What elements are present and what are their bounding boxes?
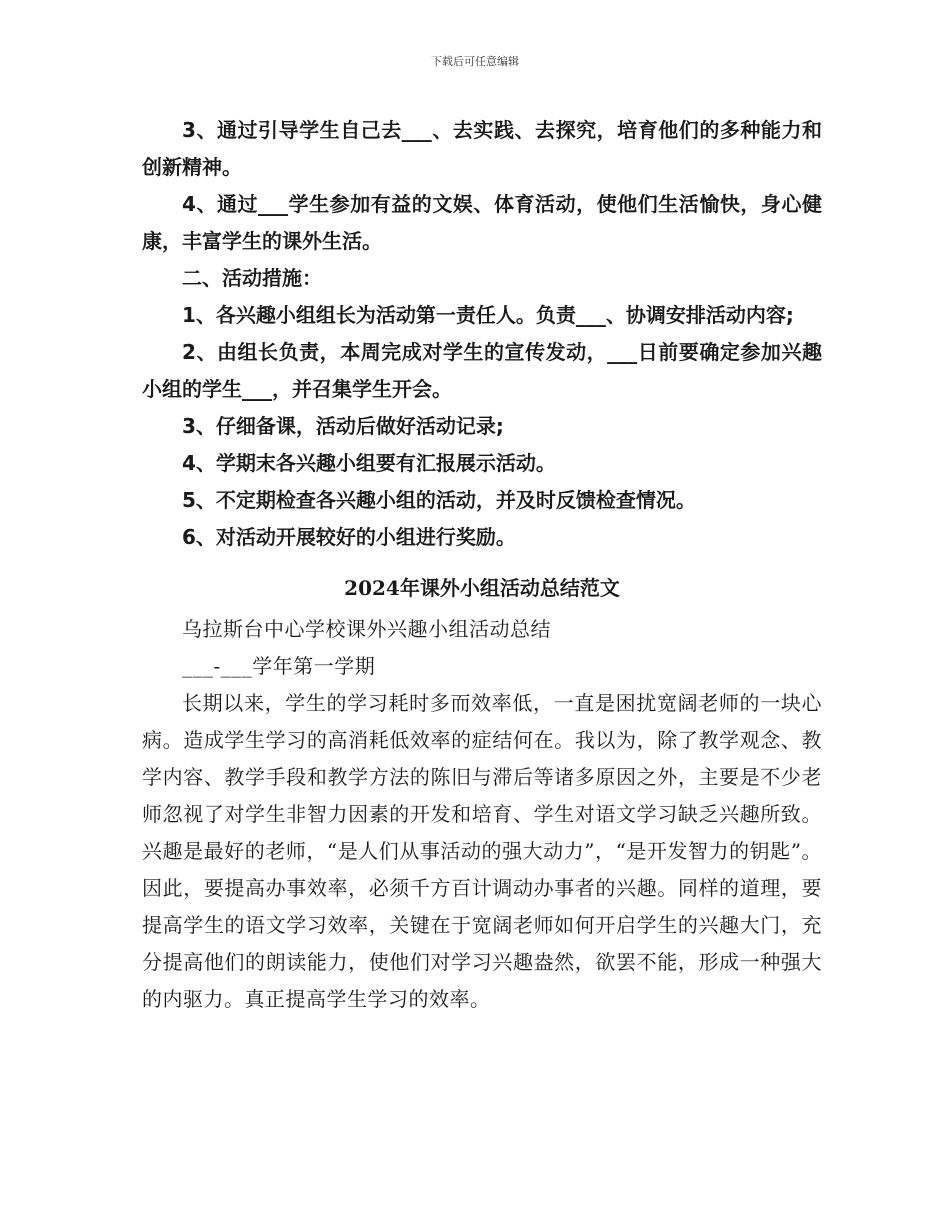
document-body <box>142 112 822 1018</box>
paragraph-measure-3: 3、仔细备课，活动后做好活动记录; <box>182 414 504 438</box>
article-body-paragraph: 长期以来，学生的学习耗时多而效率低，一直是困扰宽阔老师的一块心病。造成学生学习的高消耗低效率的症结何在。我以为，除了教学观念、教学内容、教学手段和教学方法的陈旧与滞后等诸多原因之外，主要是不少老师忽视了对学生非智力因素的开发和培育、学生对语文学习缺乏兴趣所致。兴趣是最好的老师，“是人们从事活动的强大动力”，“是开发智力的钥匙”。因此，要提高办事效率，必须千方百计调动办事者的兴趣。同样的道理，要提高学生的语文学习效率，关键在于宽阔老师如何开启学生的兴趣大门，充分提高他们的朗读能力，使他们对学习兴趣盎然，欲罢不能，形成一种强大的内驱力。真正提高学生学习的效率。 <box>142 691 822 1011</box>
article-subtitle: 乌拉斯台中心学校课外兴趣小组活动总结 <box>182 617 551 641</box>
paragraph-measure-1: 1、各兴趣小组组长为活动第一责任人。负责___、协调安排活动内容; <box>182 303 794 327</box>
paragraph-measure-2: 2、由组长负责，本周完成对学生的宣传发动，___日前要确定参加兴趣小组的学生___，并召集学生开会。 <box>142 340 822 401</box>
paragraph-measure-4: 4、学期末各兴趣小组要有汇报展示活动。 <box>182 451 556 475</box>
article-term: ___-___学年第一学期 <box>182 654 376 678</box>
paragraph-goal-3: 3、通过引导学生自己去___、去实践、去探究，培育他们的多种能力和创新精神。 <box>142 118 822 179</box>
page-header: 下载后可任意编辑 <box>431 55 519 68</box>
paragraph-goal-4: 4、通过___学生参加有益的文娱、体育活动，使他们生活愉快，身心健康，丰富学生的课外生活。 <box>142 192 822 253</box>
paragraph-measure-5: 5、不定期检查各兴趣小组的活动，并及时反馈检查情况。 <box>182 488 696 512</box>
paragraph-measure-6: 6、对活动开展较好的小组进行奖励。 <box>182 525 516 549</box>
article-title: 2024年课外小组活动总结范文 <box>344 576 620 600</box>
section-heading-measures: 二、活动措施： <box>182 266 322 290</box>
